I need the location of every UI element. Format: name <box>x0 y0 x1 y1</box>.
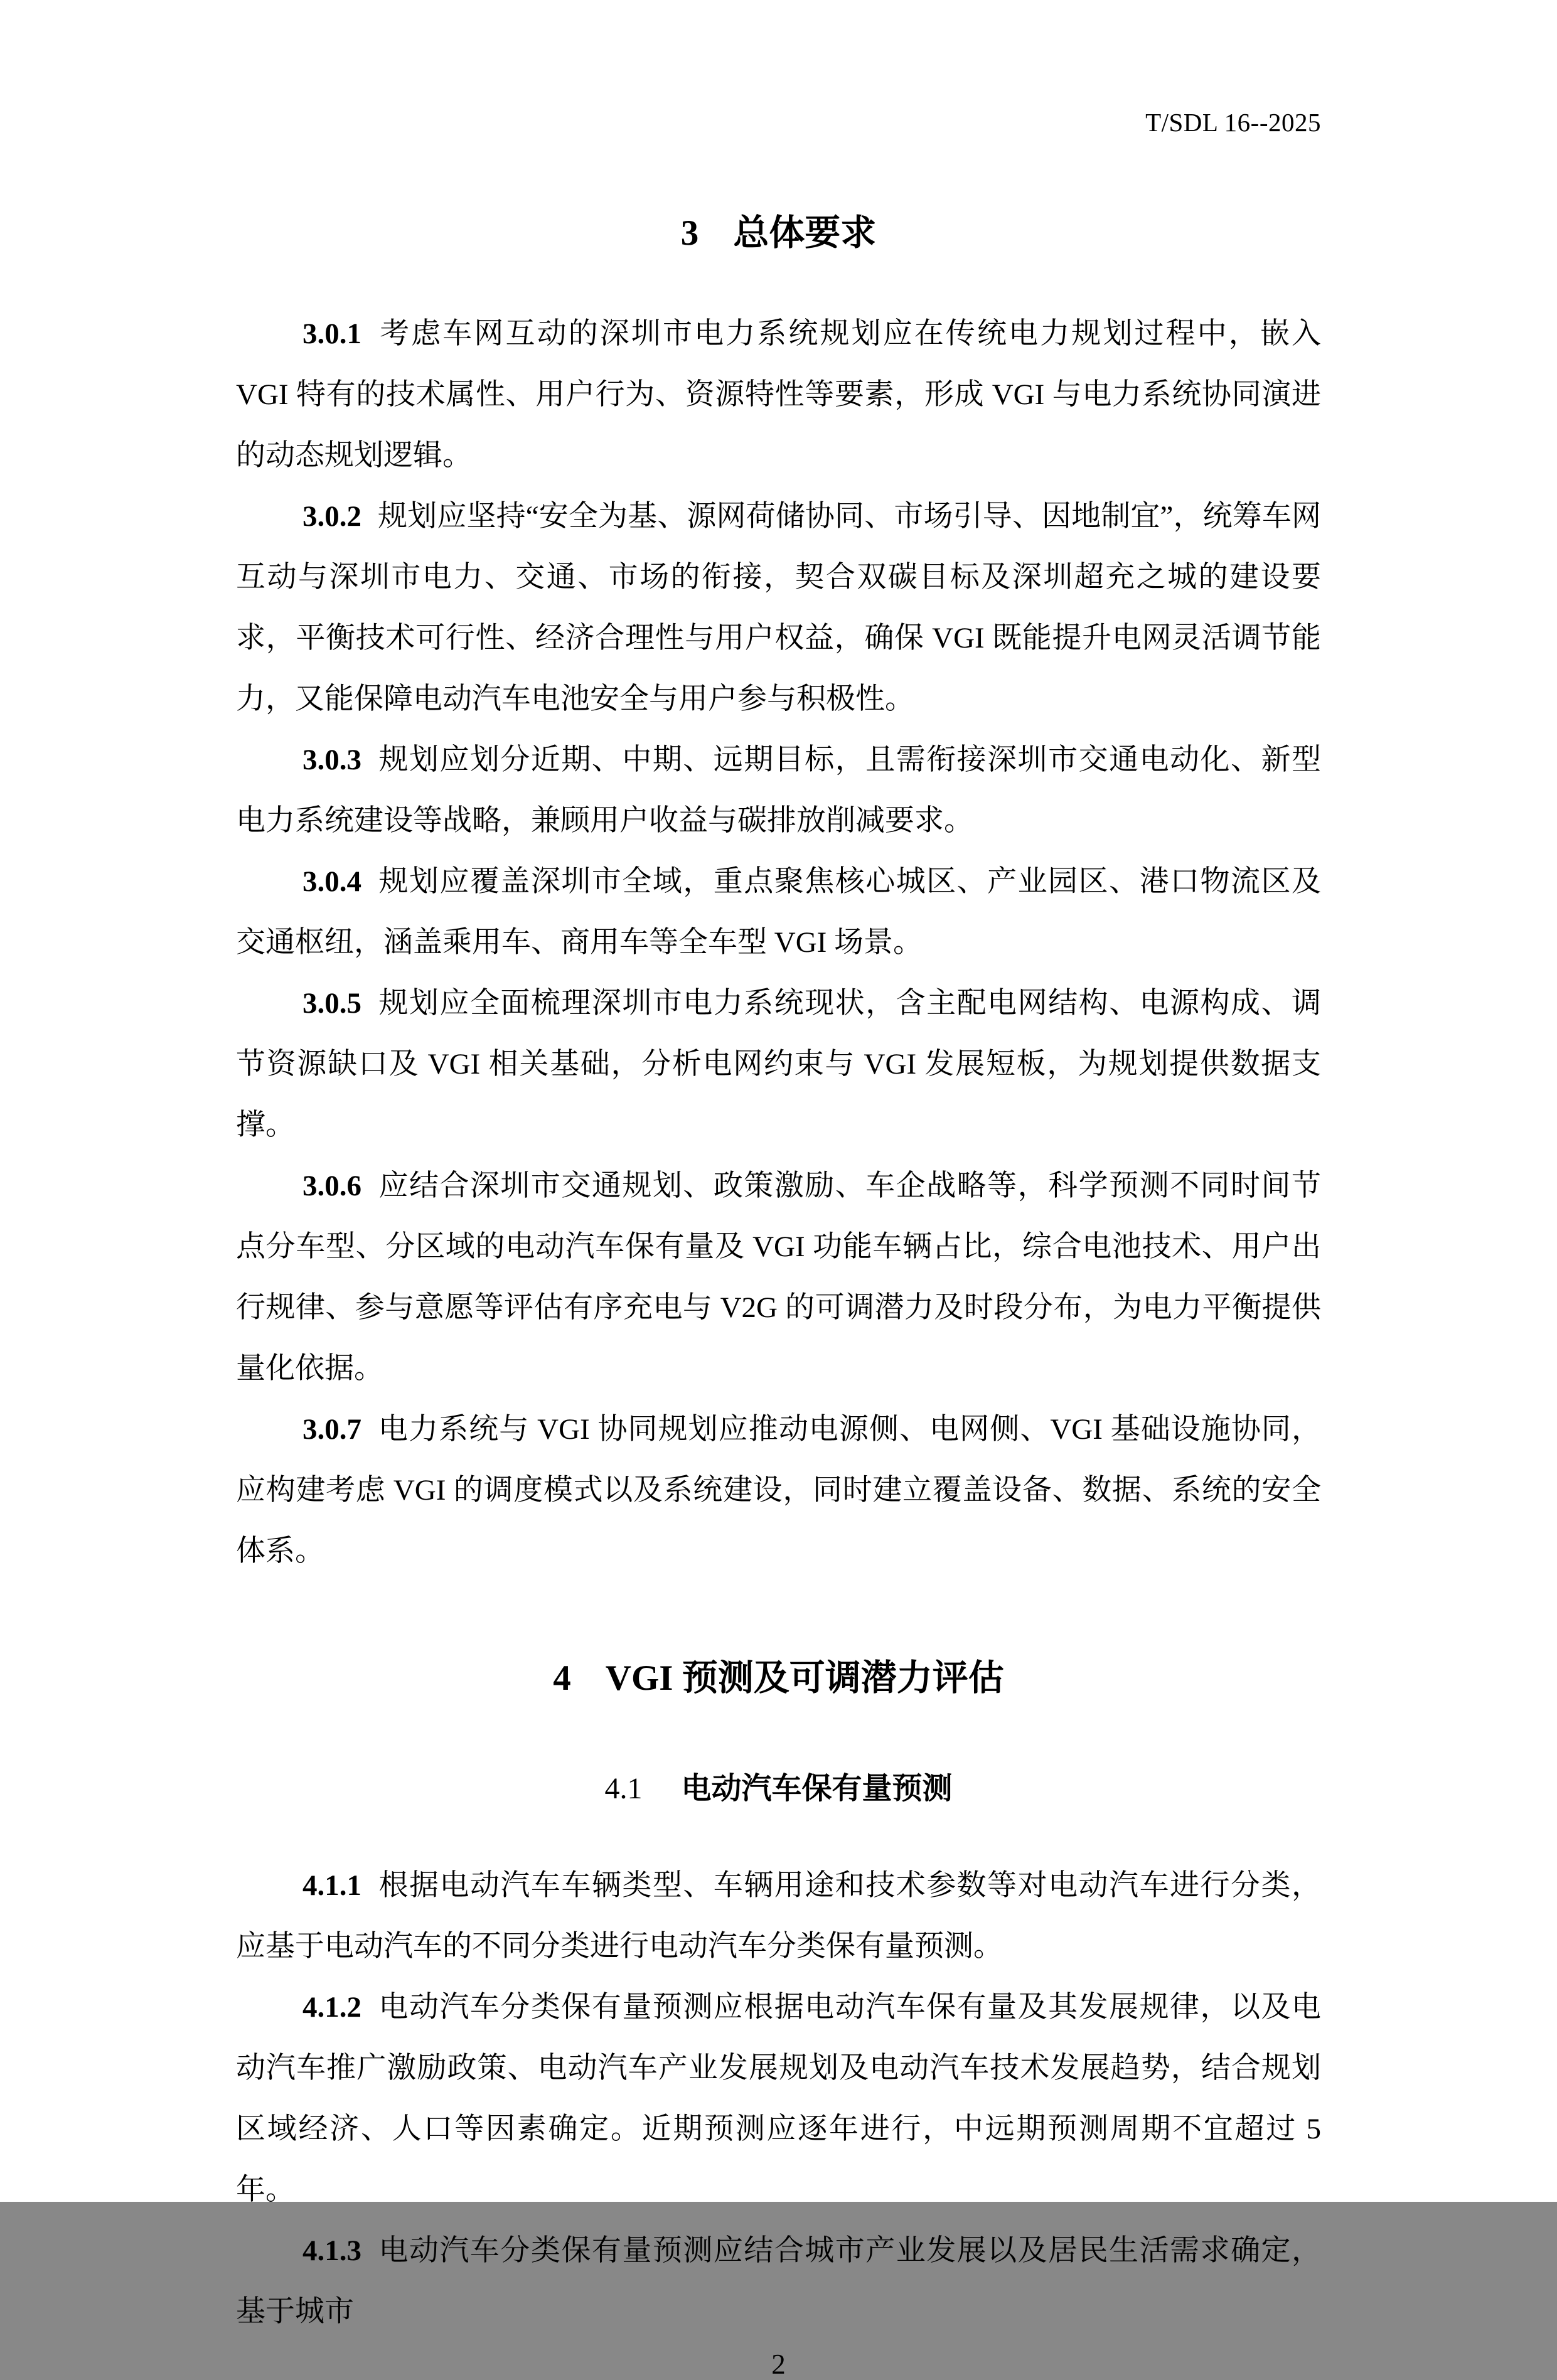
section-4-1-title: 电动汽车保有量预测 <box>681 1772 953 1805</box>
clause-paragraph <box>236 973 1321 1156</box>
clause-number: 4.1.3 <box>302 2234 361 2267</box>
section-4-1-heading <box>236 1769 1321 1808</box>
chapter-3-number: 3 <box>680 213 699 253</box>
clause-text: 电动汽车分类保有量预测应根据电动汽车保有量及其发展规律，以及电动汽车推广激励政策、电动汽车产业发展规划及电动汽车技术发展趋势，结合规划区域经济、人口等因素确定。近期预测应逐年进行，中远期预测周期不宜超过 5 年。 <box>236 1991 1321 2206</box>
section-4-1-number: 4.1 <box>604 1772 643 1805</box>
clause-number: 3.0.4 <box>302 865 361 898</box>
clause-text: 电力系统与 VGI 协同规划应推动电源侧、电网侧、VGI 基础设施协同，应构建考虑 VGI 的调度模式以及系统建设，同时建立覆盖设备、数据、系统的安全体系。 <box>236 1413 1321 1567</box>
clause-paragraph <box>236 1855 1321 1977</box>
clause-text: 规划应坚持“安全为基、源网荷储协同、市场引导、因地制宜”，统筹车网互动与深圳市电力、交通、市场的衔接，契合双碳目标及深圳超充之城的建设要求，平衡技术可行性、经济合理性与用户权益，确保 VGI 既能提升电网灵活调节能力，又能保障电动汽车电池安全与用户参与积极性。 <box>236 500 1321 715</box>
chapter-3-title: 总体要求 <box>733 213 877 253</box>
clause-paragraph <box>236 486 1321 730</box>
section-4-1-clauses <box>236 1855 1321 2342</box>
clause-text: 规划应全面梳理深圳市电力系统现状，含主配电网结构、电源构成、调节资源缺口及 VGI 相关基础，分析电网约束与 VGI 发展短板，为规划提供数据支撑。 <box>236 987 1321 1141</box>
clause-paragraph <box>236 2221 1321 2342</box>
clause-text: 考虑车网互动的深圳市电力系统规划应在传统电力规划过程中，嵌入 VGI 特有的技术属性、用户行为、资源特性等要素，形成 VGI 与电力系统协同演进的动态规划逻辑。 <box>236 318 1321 472</box>
chapter-4-number: 4 <box>553 1658 571 1698</box>
clause-number: 3.0.3 <box>302 744 361 776</box>
clause-number: 3.0.1 <box>302 318 361 350</box>
clause-number: 3.0.7 <box>302 1413 361 1446</box>
clause-number: 3.0.5 <box>302 987 361 1020</box>
clause-text: 电动汽车分类保有量预测应结合城市产业发展以及居民生活需求确定，基于城市 <box>236 2234 1321 2328</box>
chapter-4-heading <box>236 1656 1321 1701</box>
clause-text: 应结合深圳市交通规划、政策激励、车企战略等，科学预测不同时间节点分车型、分区域的电动汽车保有量及 VGI 功能车辆占比，综合电池技术、用户出行规律、参与意愿等评估有序充电与 V2G 的可调潜力及时段分布，为电力平衡提供量化依据。 <box>236 1170 1321 1385</box>
chapter-3-heading <box>236 211 1321 256</box>
clause-number: 4.1.1 <box>302 1869 361 1902</box>
standard-code-header: T/SDL 16--2025 <box>1145 108 1321 137</box>
clause-number: 3.0.6 <box>302 1170 361 1202</box>
clause-text: 规划应覆盖深圳市全域，重点聚焦核心城区、产业园区、港口物流区及交通枢纽，涵盖乘用车、商用车等全车型 VGI 场景。 <box>236 865 1321 959</box>
page-number: 2 <box>771 2349 786 2380</box>
clause-paragraph <box>236 851 1321 973</box>
clause-paragraph <box>236 1977 1321 2221</box>
clause-paragraph <box>236 304 1321 486</box>
clause-paragraph <box>236 1399 1321 1582</box>
clause-text: 规划应划分近期、中期、远期目标，且需衔接深圳市交通电动化、新型电力系统建设等战略，兼顾用户收益与碳排放削减要求。 <box>236 744 1321 837</box>
clause-paragraph <box>236 1156 1321 1399</box>
page-content <box>236 211 1321 2380</box>
clause-number: 4.1.2 <box>302 1991 361 2024</box>
chapter-4-title: VGI 预测及可调潜力评估 <box>605 1658 1004 1698</box>
chapter-3-clauses <box>236 304 1321 1582</box>
clause-number: 3.0.2 <box>302 500 361 533</box>
clause-text: 根据电动汽车车辆类型、车辆用途和技术参数等对电动汽车进行分类，应基于电动汽车的不同分类进行电动汽车分类保有量预测。 <box>236 1869 1321 1963</box>
clause-paragraph <box>236 730 1321 851</box>
